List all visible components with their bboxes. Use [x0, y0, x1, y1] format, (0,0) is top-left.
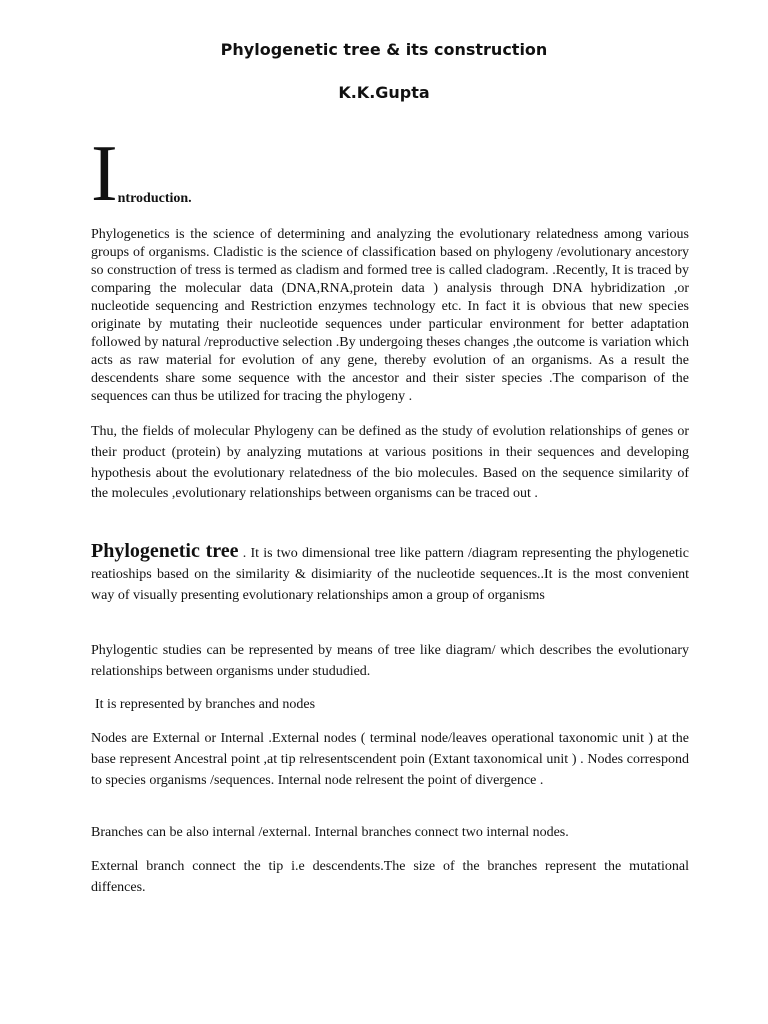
introduction-dropcap: I — [91, 130, 118, 218]
paragraph-branches-nodes: It is represented by branches and nodes — [95, 697, 316, 712]
phylogenetic-tree-definition: . It is two dimensional tree like pattern /diagram representing the phylogenetic reatioships based on the similarity & disimiarity of the nucleotide sequences..It is the most convenient way of visually presenting evolutionary relationships amon a group of organisms — [91, 546, 690, 603]
paragraph-phylogentic-studies: Phylogentic studies can be represented by means of tree like diagram/ which describes the evolutionary relationships between organisms under stududied. — [91, 643, 689, 679]
paragraph-phylogenetics: Phylogenetics is the science of determining and analyzing the evolutionary relatedness among various groups of organisms. Cladistic is the science of classification based on phylogeny /evolutionary ancestory so construction of tress is termed as cladism and formed tree is called cladogram. .Recently, It is traced by comparing the molecular data (DNA,RNA,protein data ) analysis through DNA hybridization ,or nucleotide sequencing and Restriction enzymes technology etc. In fact it is obvious that new species originate by mutating their nucleotide sequences under particular environment for better adaptation followed by natural /reproductive selection .By undergoing theses changes ,the outcome is variation which acts as raw material for evolution of any gene, thereby evolution of an organisms. As a result the descendents share some sequence with the ancestor and their sister species .The comparison of the sequences can thus be utilized for tracing the phylogeny . — [91, 227, 689, 404]
paragraph-molecular-phylogeny: Thu, the fields of molecular Phylogeny can be defined as the study of evolution relationships of genes or their product (protein) by analyzing mutations at various positions in their sequences and developing hypothesis about the evolutionary relatedness of the bio molecules. Based on the sequence similarity of the molecules ,evolutionary relationships between organisms can be traced out . — [91, 424, 689, 502]
paragraph-external-branch: External branch connect the tip i.e descendents.The size of the branches represent the mutational diffences. — [91, 859, 689, 895]
introduction-heading-text: ntroduction. — [117, 191, 192, 206]
document-author: K.K.Gupta — [338, 83, 430, 102]
paragraph-branches: Branches can be also internal /external. Internal branches connect two internal nodes. — [91, 825, 569, 840]
paragraph-phylogenetic-tree — [91, 541, 689, 606]
introduction-heading — [91, 130, 192, 218]
paragraph-nodes: Nodes are External or Internal .External nodes ( terminal node/leaves operational taxonomic unit ) at the base represent Ancestral point ,at tip relresentscendent poin (Extant taxonomical unit ) . Nodes correspond to species organisms /sequences. Internal node relresent the point of divergence . — [91, 731, 689, 788]
document-title: Phylogenetic tree & its construction — [220, 40, 548, 59]
section-heading-phylogenetic-tree: Phylogenetic tree — [91, 540, 239, 562]
